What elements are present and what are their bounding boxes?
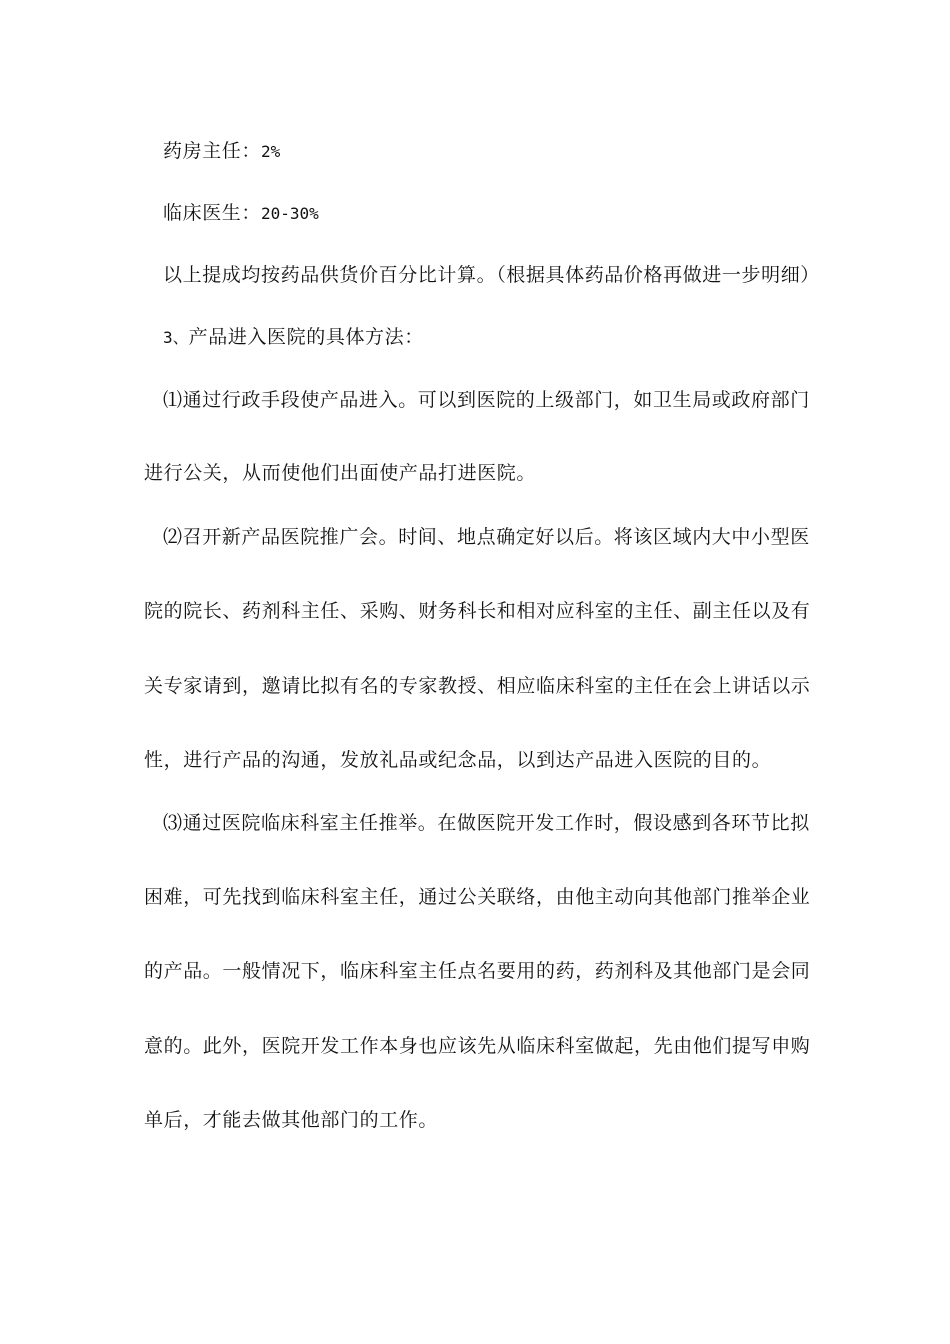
section-number: 3、 (163, 328, 189, 347)
section-heading (163, 325, 424, 350)
list-text: 通过行政手段使产品进入。可以到医院的上级部门，如卫生局或政府部门 (182, 389, 810, 411)
list-number: ⑴ (163, 389, 183, 411)
paragraph-line: 困难，可先找到临床科室主任，通过公关联络，由他主动向其他部门推举企业 (144, 886, 811, 908)
commission-value: 20-30% (261, 204, 319, 223)
list-item-3 (163, 811, 810, 835)
commission-clinical-doctor (163, 201, 319, 226)
list-text: 召开新产品医院推广会。时间、地点确定好以后。将该区域内大中小型医 (182, 526, 810, 548)
paragraph-line: 性，进行产品的沟通，发放礼品或纪念品，以到达产品进入医院的目的。 (144, 749, 772, 771)
list-number: ⑵ (163, 526, 183, 548)
commission-pharmacy-director (163, 139, 280, 164)
commission-label: 药房主任： (163, 140, 262, 162)
list-item-1 (163, 388, 810, 412)
list-item-2 (163, 525, 810, 549)
list-number: ⑶ (163, 812, 183, 834)
paragraph-line: 以上提成均按药品供货价百分比计算。（根据具体药品价格再做进一步明细） (163, 264, 820, 286)
paragraph-line: 的产品。一般情况下，临床科室主任点名要用的药，药剂科及其他部门是会同 (144, 960, 811, 982)
paragraph-line: 进行公关，从而使他们出面使产品打进医院。 (144, 462, 537, 484)
commission-label: 临床医生： (163, 202, 262, 224)
section-title: 产品进入医院的具体方法： (188, 326, 424, 348)
paragraph-line: 关专家请到，邀请比拟有名的专家教授、相应临床科室的主任在会上讲话以示 (144, 675, 811, 697)
paragraph-line: 意的。此外，医院开发工作本身也应该先从临床科室做起，先由他们提写申购 (144, 1035, 811, 1057)
commission-value: 2% (261, 142, 281, 161)
list-text: 通过医院临床科室主任推举。在做医院开发工作时，假设感到各环节比拟 (182, 812, 810, 834)
paragraph-line: 单后，才能去做其他部门的工作。 (144, 1109, 439, 1131)
paragraph-line: 院的院长、药剂科主任、采购、财务科长和相对应科室的主任、副主任以及有 (144, 600, 811, 622)
